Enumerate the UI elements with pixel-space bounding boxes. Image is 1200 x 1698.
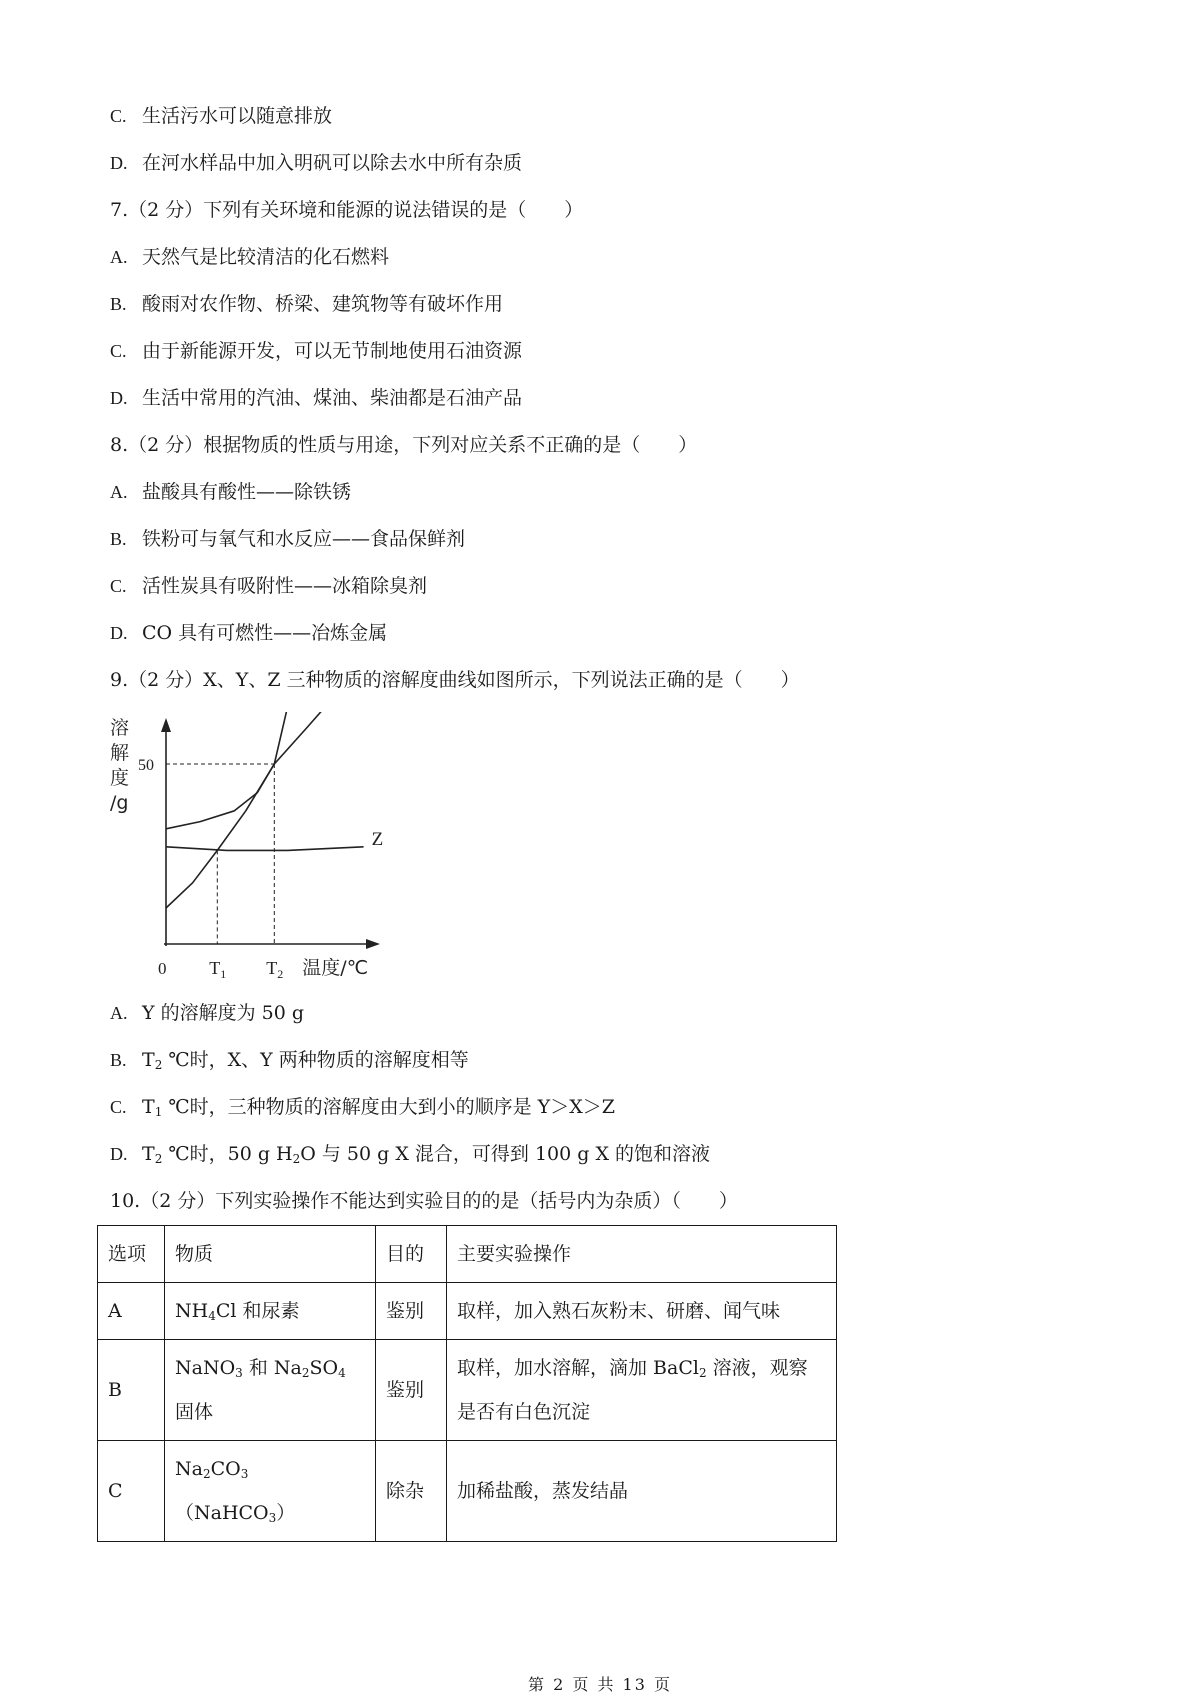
q7-option-a: A. 天然气是比较清洁的化石燃料 <box>110 246 390 268</box>
y-axis-arrow <box>161 718 171 732</box>
table-cell-option: B <box>98 1340 165 1441</box>
chart-series-group <box>166 712 364 908</box>
table-cell-operation: 取样，加入熟石灰粉末、研磨、闻气味 <box>447 1283 837 1340</box>
q7-option-d: D. 生活中常用的汽油、煤油、柴油都是石油产品 <box>110 387 523 409</box>
x-axis-label: 温度/℃ <box>302 957 369 979</box>
q8-option-a: A. 盐酸具有酸性——除铁锈 <box>110 481 352 503</box>
q10-stem: 10.（2 分）下列实验操作不能达到实验目的的是（括号内为杂质）（ ） <box>110 1190 738 1212</box>
q9-stem: 9.（2 分）X、Y、Z 三种物质的溶解度曲线如图所示，下列说法正确的是（ ） <box>110 669 800 691</box>
y-axis-label-char: 度 <box>110 767 130 789</box>
q9-option-d: D. $T_2$ ℃时，50 g $H_2O$ 与 50 g X 混合，可得到 100 g X 的饱和溶液 <box>110 1143 711 1166</box>
table-header-row <box>98 1226 837 1283</box>
table-cell-substance: $Na_2CO_3(NaHCO_3)$ <box>165 1441 376 1542</box>
y-axis-label-char: 解 <box>110 742 130 764</box>
y-axis-label-char: 溶 <box>110 717 130 739</box>
table-cell-goal: 除杂 <box>376 1441 447 1542</box>
table-cell-option: A <box>98 1283 165 1340</box>
table-header-cell: 物质 <box>165 1226 376 1283</box>
q8-option-b: B. 铁粉可与氧气和水反应——食品保鲜剂 <box>110 528 466 550</box>
x-tick-label: $T_2$ <box>266 958 284 981</box>
q8-option-d: D. CO 具有可燃性——冶炼金属 <box>110 622 388 644</box>
table-cell-substance: $NH_4Cl$ 和尿素 <box>165 1283 376 1340</box>
q8-option-c: C. 活性炭具有吸附性——冰箱除臭剂 <box>110 575 428 597</box>
q7-option-b: B. 酸雨对农作物、桥梁、建筑物等有破坏作用 <box>110 293 504 315</box>
table-cell-operation: 取样，加水溶解，滴加 BaCl$_2$ 溶液，观察是否有白色沉淀 <box>447 1340 837 1441</box>
table-row <box>98 1283 837 1340</box>
q7-option-c: C. 由于新能源开发，可以无节制地使用石油资源 <box>110 340 523 362</box>
q7-stem: 7.（2 分）下列有关环境和能源的说法错误的是（ ） <box>110 199 584 221</box>
chart-labels <box>110 712 383 981</box>
origin-label: 0 <box>158 959 167 978</box>
series-line-z <box>166 847 364 851</box>
y-tick-label: 50 <box>138 757 154 774</box>
q8-stem: 8.（2 分）根据物质的性质与用途，下列对应关系不正确的是（ ） <box>110 434 698 456</box>
series-line-x <box>166 712 295 908</box>
table-header-cell: 选项 <box>98 1226 165 1283</box>
q6-option-d: D. 在河水样品中加入明矾可以除去水中所有杂质 <box>110 152 523 174</box>
x-tick-label: $T_1$ <box>209 958 227 981</box>
chart-axes <box>161 718 380 949</box>
q9-option-a: A. Y 的溶解度为 50 g <box>110 1002 305 1024</box>
table-cell-goal: 鉴别 <box>376 1340 447 1441</box>
table-header-cell: 目的 <box>376 1226 447 1283</box>
q10-table <box>97 1225 837 1542</box>
solubility-chart <box>108 712 408 982</box>
table-cell-operation: 加稀盐酸，蒸发结晶 <box>447 1441 837 1542</box>
table-row <box>98 1441 837 1542</box>
table-header-cell: 主要实验操作 <box>447 1226 837 1283</box>
q9-option-c: C. $T_1$ ℃时，三种物质的溶解度由大到小的顺序是 Y＞X＞Z <box>110 1096 615 1119</box>
table-cell-goal: 鉴别 <box>376 1283 447 1340</box>
table-cell-substance: NaNO$_3$ 和 $Na_2SO_4$ 固体 <box>165 1340 376 1441</box>
table-cell-option: C <box>98 1441 165 1542</box>
x-axis-arrow <box>366 939 380 949</box>
series-line-y <box>166 712 345 829</box>
q6-option-c: C. 生活污水可以随意排放 <box>110 105 333 127</box>
y-axis-label-char: /g <box>110 792 129 814</box>
series-label-z: Z <box>371 828 384 850</box>
page-footer: 第 2 页 共 13 页 <box>528 1675 672 1694</box>
table-row <box>98 1340 837 1441</box>
q9-option-b: B. $T_2$ ℃时，X、Y 两种物质的溶解度相等 <box>110 1049 469 1072</box>
